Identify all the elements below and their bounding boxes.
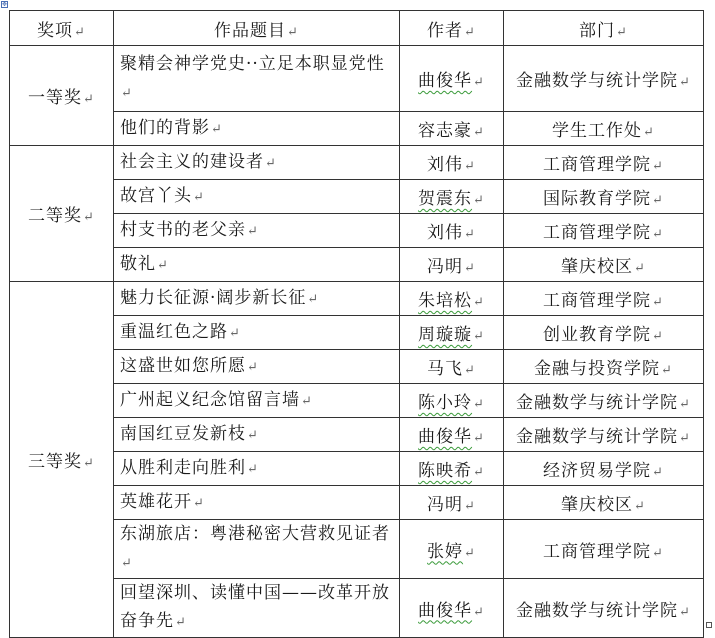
paragraph-mark: ↵ bbox=[193, 495, 205, 511]
work-title-cell: 社会主义的建设者↵ bbox=[114, 146, 400, 180]
department-cell: 肇庆校区↵ bbox=[504, 486, 704, 520]
paragraph-mark: ↵ bbox=[643, 125, 655, 140]
award-level-cell: 一等奖↵ bbox=[10, 46, 114, 146]
paragraph-mark: ↵ bbox=[464, 363, 476, 378]
paragraph-mark: ↵ bbox=[652, 545, 664, 561]
department-cell: 国际教育学院↵ bbox=[504, 180, 704, 214]
work-title-cell: 他们的背影↵ bbox=[114, 112, 400, 146]
department-cell: 工商管理学院↵ bbox=[504, 214, 704, 248]
work-title-cell: 村支书的老父亲↵ bbox=[114, 214, 400, 248]
paragraph-mark: ↵ bbox=[652, 193, 664, 208]
work-title-cell: 故宫丫头↵ bbox=[114, 180, 400, 214]
header-award: 奖项↵ bbox=[10, 11, 114, 46]
paragraph-mark: ↵ bbox=[473, 295, 485, 310]
author-cell: 陈映希↵ bbox=[400, 452, 504, 486]
author-cell: 容志豪↵ bbox=[400, 112, 504, 146]
paragraph-mark: ↵ bbox=[679, 431, 691, 446]
paragraph-mark: ↵ bbox=[83, 456, 95, 471]
paragraph-mark: ↵ bbox=[652, 159, 664, 174]
paragraph-mark: ↵ bbox=[652, 227, 664, 242]
table-row bbox=[10, 146, 704, 180]
author-cell: 陈小玲↵ bbox=[400, 384, 504, 418]
department-cell: 工商管理学院↵ bbox=[504, 282, 704, 316]
paragraph-mark: ↵ bbox=[679, 75, 691, 90]
table-move-handle-icon[interactable]: ✥ bbox=[2, 1, 8, 8]
department-cell: 工商管理学院↵ bbox=[504, 520, 704, 579]
header-row bbox=[10, 11, 704, 46]
table-row bbox=[10, 248, 704, 282]
work-title-cell: 敬礼↵ bbox=[114, 248, 400, 282]
work-title-cell: 从胜利走向胜利↵ bbox=[114, 452, 400, 486]
author-cell: 马飞↵ bbox=[400, 350, 504, 384]
author-cell: 张婷↵ bbox=[400, 520, 504, 579]
paragraph-mark: ↵ bbox=[83, 92, 95, 107]
paragraph-mark: ↵ bbox=[247, 427, 259, 443]
author-cell: 曲俊华↵ bbox=[400, 579, 504, 638]
work-title-cell: 回望深圳、读懂中国——改革开放奋争先↵ bbox=[114, 579, 400, 638]
paragraph-mark: ↵ bbox=[473, 397, 485, 412]
table-row bbox=[10, 452, 704, 486]
paragraph-mark: ↵ bbox=[652, 329, 664, 344]
paragraph-mark: ↵ bbox=[265, 155, 277, 171]
paragraph-mark: ↵ bbox=[473, 431, 485, 446]
paragraph-mark: ↵ bbox=[211, 121, 223, 137]
table-row bbox=[10, 214, 704, 248]
paragraph-mark: ↵ bbox=[634, 499, 646, 514]
awards-table bbox=[9, 10, 704, 638]
work-title-cell: 南国红豆发新枝↵ bbox=[114, 418, 400, 452]
department-cell: 金融数学与统计学院↵ bbox=[504, 46, 704, 112]
paragraph-mark: ↵ bbox=[121, 85, 133, 101]
table-row bbox=[10, 316, 704, 350]
paragraph-mark: ↵ bbox=[652, 295, 664, 310]
table-row bbox=[10, 579, 704, 638]
paragraph-mark: ↵ bbox=[157, 257, 169, 273]
paragraph-mark: ↵ bbox=[301, 393, 313, 409]
work-title-cell: 重温红色之路↵ bbox=[114, 316, 400, 350]
author-cell: 刘伟↵ bbox=[400, 214, 504, 248]
work-title-cell: 这盛世如您所愿↵ bbox=[114, 350, 400, 384]
author-cell: 刘伟↵ bbox=[400, 146, 504, 180]
paragraph-mark: ↵ bbox=[175, 615, 187, 630]
paragraph-mark: ↵ bbox=[247, 359, 259, 375]
paragraph-mark: ↵ bbox=[464, 261, 476, 276]
table-row bbox=[10, 486, 704, 520]
paragraph-mark: ↵ bbox=[473, 604, 485, 620]
paragraph-mark: ↵ bbox=[679, 397, 691, 412]
paragraph-mark: ↵ bbox=[464, 159, 476, 174]
paragraph-mark: ↵ bbox=[247, 223, 259, 239]
department-cell: 金融数学与统计学院↵ bbox=[504, 579, 704, 638]
paragraph-mark: ↵ bbox=[473, 125, 485, 140]
paragraph-mark: ↵ bbox=[634, 261, 646, 276]
work-title-cell: 魅力长征源·阔步新长征↵ bbox=[114, 282, 400, 316]
department-cell: 学生工作处↵ bbox=[504, 112, 704, 146]
award-level-cell: 二等奖↵ bbox=[10, 146, 114, 282]
paragraph-mark: ↵ bbox=[661, 363, 673, 378]
header-title: 作品题目↵ bbox=[114, 11, 400, 46]
paragraph-mark: ↵ bbox=[83, 210, 95, 225]
paragraph-mark: ↵ bbox=[307, 291, 320, 307]
department-cell: 金融数学与统计学院↵ bbox=[504, 384, 704, 418]
work-title-cell: 广州起义纪念馆留言墙↵ bbox=[114, 384, 400, 418]
award-level-cell: 三等奖↵ bbox=[10, 282, 114, 638]
paragraph-mark: ↵ bbox=[121, 556, 133, 571]
paragraph-mark: ↵ bbox=[652, 465, 664, 480]
paragraph-mark: ↵ bbox=[464, 227, 476, 242]
author-cell: 朱培松↵ bbox=[400, 282, 504, 316]
work-title-cell: 东湖旅店：粤港秘密大营救见证者↵ bbox=[114, 520, 400, 579]
table-row bbox=[10, 112, 704, 146]
table-row bbox=[10, 46, 704, 112]
department-cell: 创业教育学院↵ bbox=[504, 316, 704, 350]
author-cell: 曲俊华↵ bbox=[400, 46, 504, 112]
table-resize-handle-icon[interactable] bbox=[706, 622, 712, 628]
paragraph-mark: ↵ bbox=[247, 461, 259, 477]
paragraph-mark: ↵ bbox=[473, 193, 485, 208]
department-cell: 肇庆校区↵ bbox=[504, 248, 704, 282]
paragraph-mark: ↵ bbox=[473, 329, 485, 344]
department-cell: 金融与投资学院↵ bbox=[504, 350, 704, 384]
department-cell: 经济贸易学院↵ bbox=[504, 452, 704, 486]
author-cell: 冯明↵ bbox=[400, 486, 504, 520]
table-row bbox=[10, 384, 704, 418]
paragraph-mark: ↵ bbox=[229, 325, 241, 341]
paragraph-mark: ↵ bbox=[464, 499, 476, 514]
table-row bbox=[10, 180, 704, 214]
paragraph-mark: ↵ bbox=[679, 604, 691, 620]
table-row bbox=[10, 418, 704, 452]
author-cell: 曲俊华↵ bbox=[400, 418, 504, 452]
work-title-cell: 英雄花开↵ bbox=[114, 486, 400, 520]
table-row bbox=[10, 520, 704, 579]
author-cell: 贺震东↵ bbox=[400, 180, 504, 214]
author-cell: 冯明↵ bbox=[400, 248, 504, 282]
table-row bbox=[10, 350, 704, 384]
paragraph-mark: ↵ bbox=[473, 465, 485, 480]
table-row bbox=[10, 282, 704, 316]
work-title-cell: 聚精会神学党史··立足本职显党性↵ bbox=[114, 46, 400, 112]
department-cell: 工商管理学院↵ bbox=[504, 146, 704, 180]
paragraph-mark: ↵ bbox=[193, 189, 205, 205]
header-dept: 部门↵ bbox=[504, 11, 704, 46]
header-author: 作者↵ bbox=[400, 11, 504, 46]
author-cell: 周璇璇↵ bbox=[400, 316, 504, 350]
paragraph-mark: ↵ bbox=[464, 545, 476, 561]
department-cell: 金融数学与统计学院↵ bbox=[504, 418, 704, 452]
paragraph-mark: ↵ bbox=[473, 75, 485, 90]
